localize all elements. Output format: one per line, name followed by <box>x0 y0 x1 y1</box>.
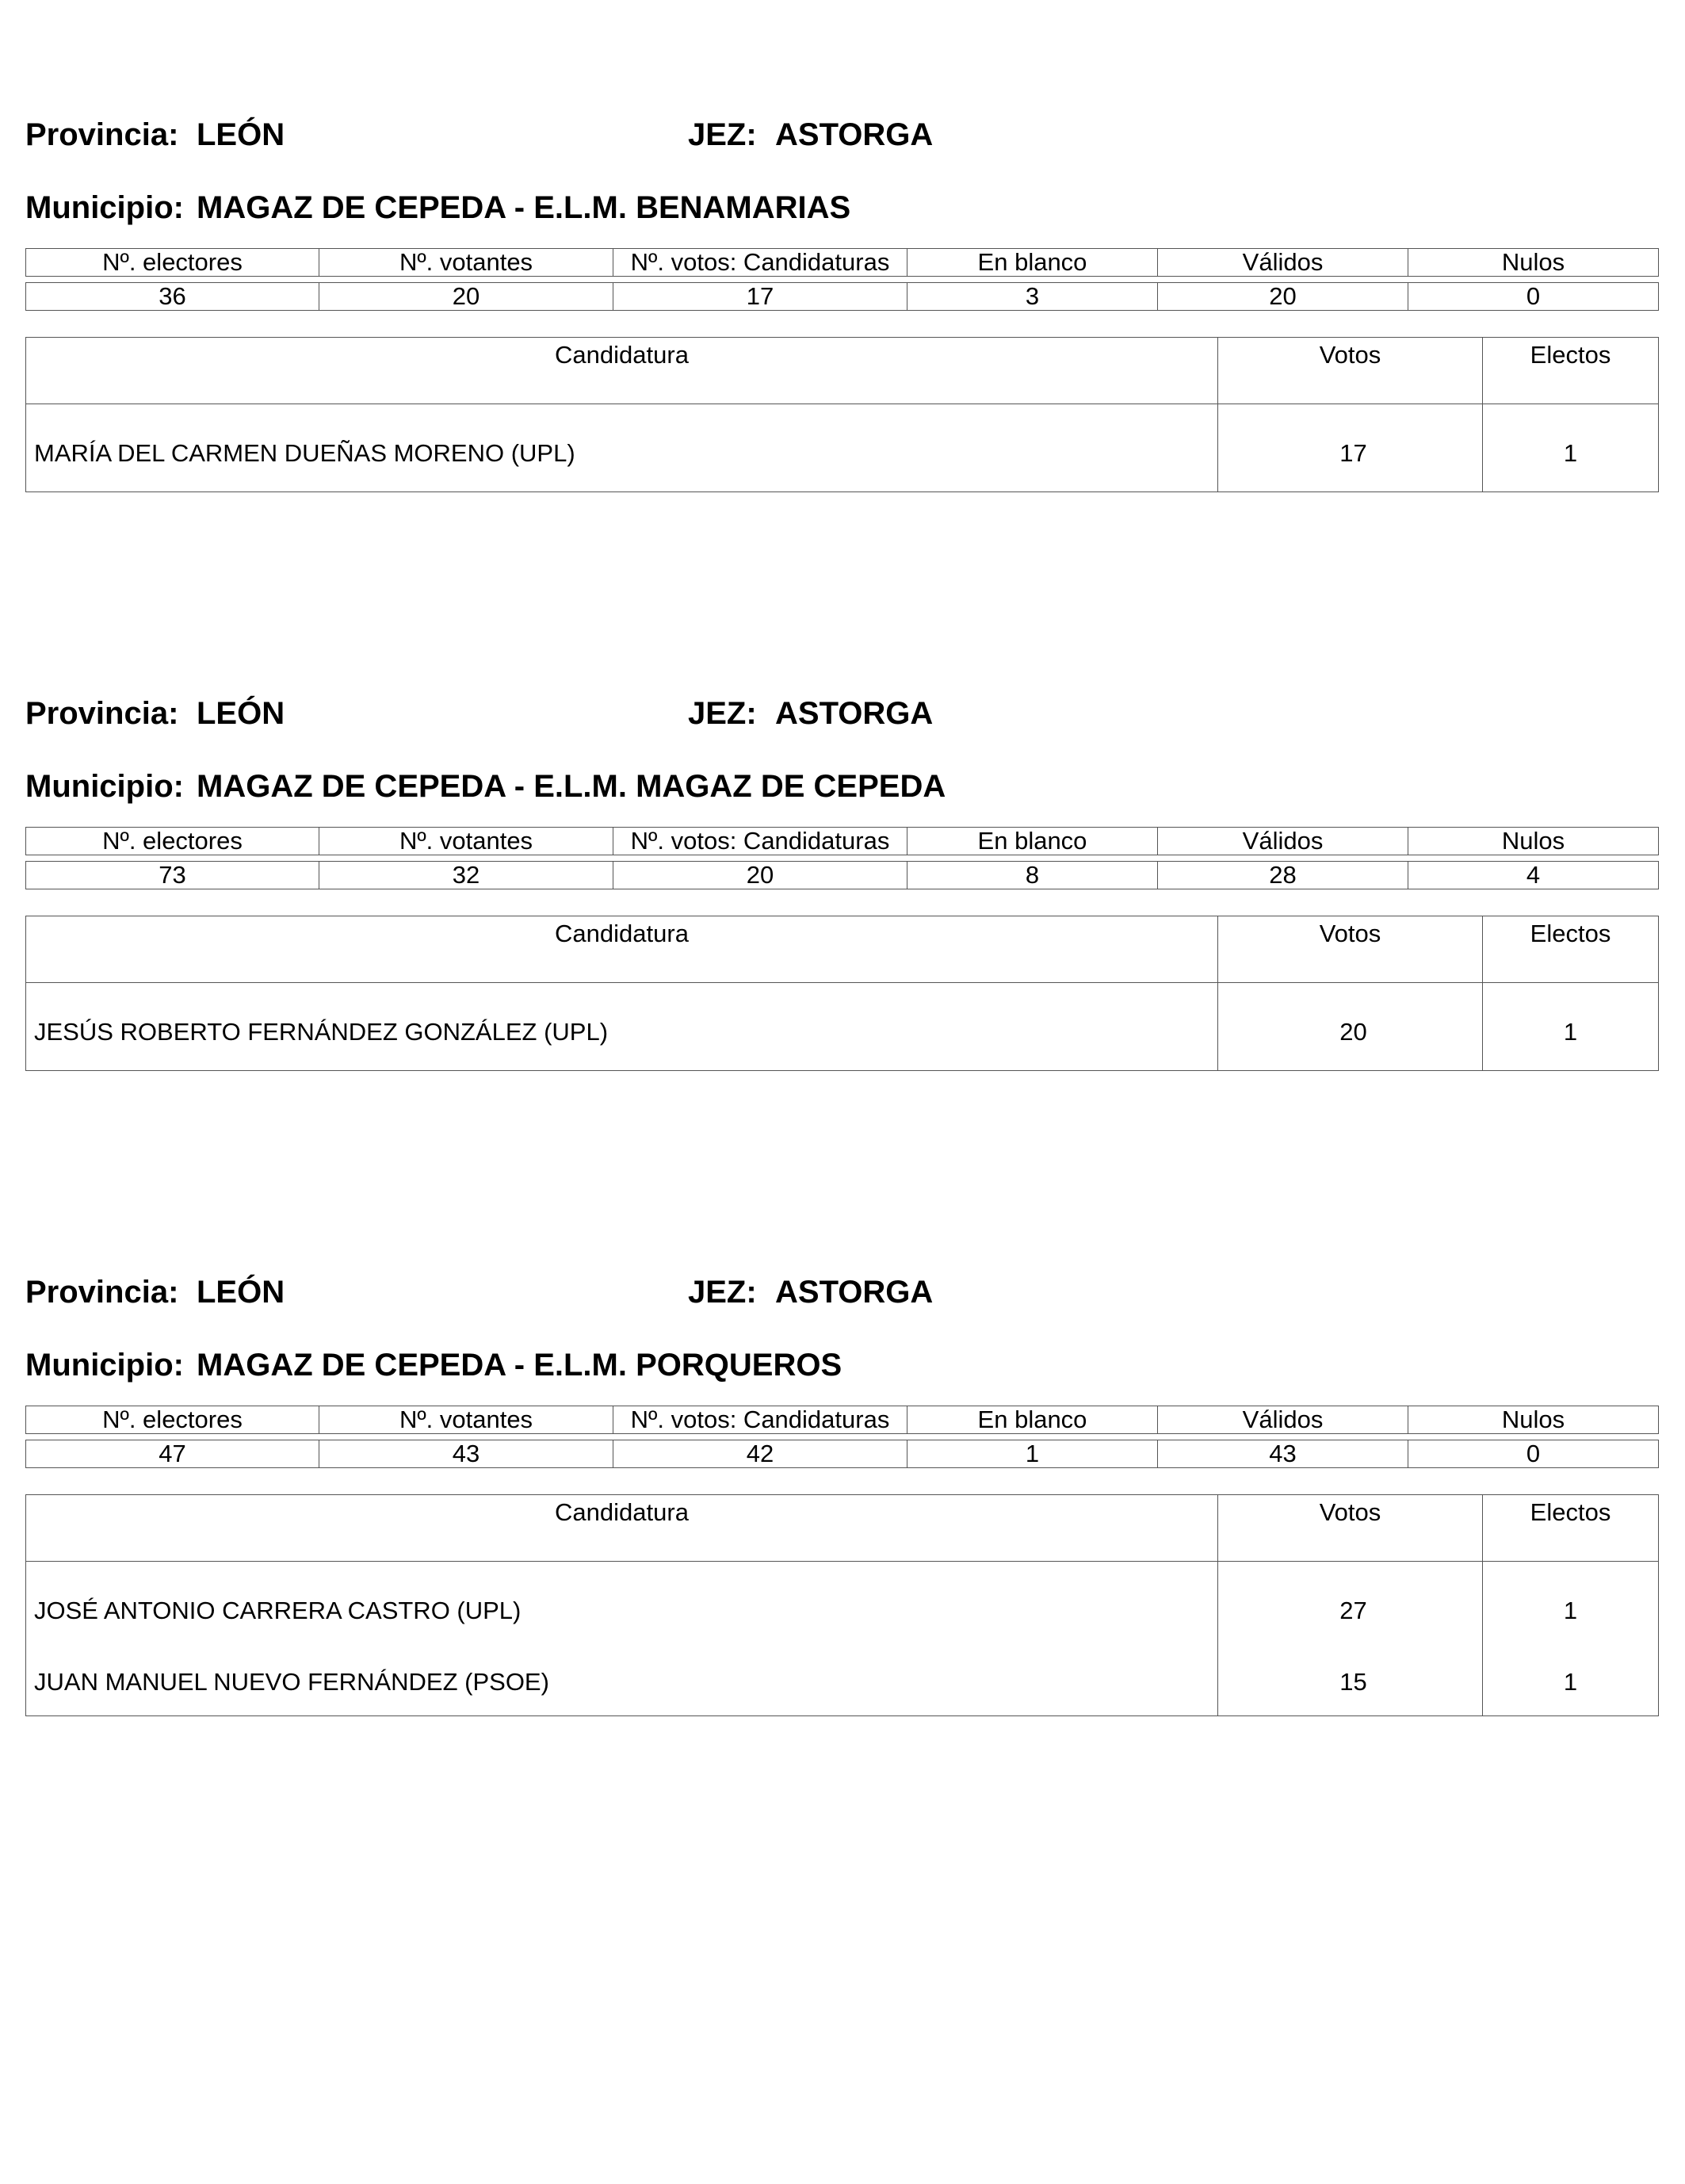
municipio-label: Municipio: <box>25 1348 184 1383</box>
municipio-row <box>25 767 1658 806</box>
stats-table <box>25 1406 1659 1468</box>
stat-header: Nulos <box>1408 249 1659 277</box>
candidate-elected: 1 <box>1483 983 1659 1071</box>
stat-header: En blanco <box>907 249 1158 277</box>
candidatura-header: Candidatura <box>26 1495 1218 1562</box>
candidate-elected: 1 <box>1483 1562 1659 1650</box>
candidate-elected: 1 <box>1483 404 1659 492</box>
stat-header: Nulos <box>1408 1406 1659 1434</box>
municipio-value: MAGAZ DE CEPEDA - E.L.M. PORQUEROS <box>197 1348 842 1383</box>
stats-header-row <box>26 1406 1659 1434</box>
stat-header: Nº. votos: Candidaturas <box>613 828 907 855</box>
candidate-name: JUAN MANUEL NUEVO FERNÁNDEZ (PSOE) <box>26 1649 1218 1716</box>
stat-header: En blanco <box>907 1406 1158 1434</box>
candidate-row <box>26 404 1659 492</box>
stat-header: Válidos <box>1158 1406 1408 1434</box>
stat-value-electores: 36 <box>26 283 319 311</box>
stat-value-validos: 43 <box>1158 1440 1408 1468</box>
stat-value-votantes: 32 <box>319 862 613 889</box>
stat-value-en-blanco: 3 <box>907 283 1158 311</box>
stats-table <box>25 248 1659 311</box>
municipio-label: Municipio: <box>25 190 184 225</box>
candidate-row <box>26 1562 1659 1650</box>
candidate-row <box>26 983 1659 1071</box>
stat-value-votos-candidaturas: 20 <box>613 862 907 889</box>
stat-value-nulos: 0 <box>1408 1440 1659 1468</box>
section-header <box>25 694 1658 733</box>
stat-header: Válidos <box>1158 828 1408 855</box>
stat-value-nulos: 4 <box>1408 862 1659 889</box>
stat-header: Nº. votos: Candidaturas <box>613 249 907 277</box>
stat-value-electores: 47 <box>26 1440 319 1468</box>
stats-header-row <box>26 249 1659 277</box>
candidate-votes: 20 <box>1218 983 1483 1071</box>
candidate-votes: 27 <box>1218 1562 1483 1650</box>
jez-value: ASTORGA <box>775 1275 934 1310</box>
stat-value-electores: 73 <box>26 862 319 889</box>
jez-label: JEZ: <box>688 696 757 731</box>
municipio-value: MAGAZ DE CEPEDA - E.L.M. BENAMARIAS <box>197 190 851 225</box>
stat-header: Nº. votantes <box>319 828 613 855</box>
stats-value-row <box>26 1440 1659 1468</box>
stat-value-votos-candidaturas: 17 <box>613 283 907 311</box>
jez-label: JEZ: <box>688 117 757 152</box>
stat-header: Nº. votantes <box>319 1406 613 1434</box>
stat-value-validos: 20 <box>1158 283 1408 311</box>
candidates-table <box>25 337 1659 492</box>
stat-value-votantes: 43 <box>319 1440 613 1468</box>
candidates-table <box>25 916 1659 1071</box>
candidates-header-row <box>26 338 1659 404</box>
provincia-value: LEÓN <box>197 696 285 731</box>
candidatura-header: Candidatura <box>26 338 1218 404</box>
stat-header: Nº. votos: Candidaturas <box>613 1406 907 1434</box>
candidate-name: JESÚS ROBERTO FERNÁNDEZ GONZÁLEZ (UPL) <box>26 983 1218 1071</box>
votos-header: Votos <box>1218 338 1483 404</box>
provincia-label: Provincia: <box>25 117 179 152</box>
provincia-label: Provincia: <box>25 1275 179 1310</box>
candidate-votes: 17 <box>1218 404 1483 492</box>
votos-header: Votos <box>1218 916 1483 983</box>
stat-value-votantes: 20 <box>319 283 613 311</box>
jez-label: JEZ: <box>688 1275 757 1310</box>
stats-value-row <box>26 862 1659 889</box>
stat-header: Nº. electores <box>26 249 319 277</box>
stats-value-row <box>26 283 1659 311</box>
stat-value-validos: 28 <box>1158 862 1408 889</box>
stat-value-en-blanco: 8 <box>907 862 1158 889</box>
section-header <box>25 1272 1658 1312</box>
candidate-name: JOSÉ ANTONIO CARRERA CASTRO (UPL) <box>26 1562 1218 1650</box>
section-header <box>25 115 1658 155</box>
candidates-header-row <box>26 916 1659 983</box>
electos-header: Electos <box>1483 916 1659 983</box>
stat-header: Válidos <box>1158 249 1408 277</box>
provincia-value: LEÓN <box>197 1275 285 1310</box>
candidate-elected: 1 <box>1483 1649 1659 1716</box>
municipio-label: Municipio: <box>25 769 184 804</box>
candidate-name: MARÍA DEL CARMEN DUEÑAS MORENO (UPL) <box>26 404 1218 492</box>
jez-value: ASTORGA <box>775 117 934 152</box>
candidate-row <box>26 1649 1659 1716</box>
stat-value-nulos: 0 <box>1408 283 1659 311</box>
votos-header: Votos <box>1218 1495 1483 1562</box>
stat-header: Nº. votantes <box>319 249 613 277</box>
municipio-row <box>25 1345 1658 1385</box>
stat-value-en-blanco: 1 <box>907 1440 1158 1468</box>
stats-header-row <box>26 828 1659 855</box>
electos-header: Electos <box>1483 338 1659 404</box>
stat-header: Nulos <box>1408 828 1659 855</box>
candidates-table <box>25 1494 1659 1716</box>
jez-value: ASTORGA <box>775 696 934 731</box>
candidate-votes: 15 <box>1218 1649 1483 1716</box>
electos-header: Electos <box>1483 1495 1659 1562</box>
provincia-value: LEÓN <box>197 117 285 152</box>
candidates-header-row <box>26 1495 1659 1562</box>
stat-header: Nº. electores <box>26 1406 319 1434</box>
stats-table <box>25 827 1659 889</box>
municipio-row <box>25 188 1658 228</box>
stat-header: Nº. electores <box>26 828 319 855</box>
candidatura-header: Candidatura <box>26 916 1218 983</box>
municipio-value: MAGAZ DE CEPEDA - E.L.M. MAGAZ DE CEPEDA <box>197 769 946 804</box>
stat-value-votos-candidaturas: 42 <box>613 1440 907 1468</box>
stat-header: En blanco <box>907 828 1158 855</box>
provincia-label: Provincia: <box>25 696 179 731</box>
